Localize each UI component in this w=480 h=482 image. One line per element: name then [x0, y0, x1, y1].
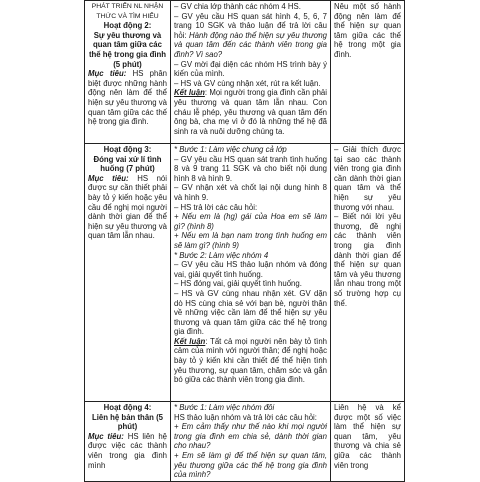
procedure-line: – HS đóng vai, giải quyết tình huống.: [174, 279, 302, 289]
question-item: + Em cảm thấy như thế nào khi mọi người trong gia đình em chia sẻ, dành thời gian cho nhau?: [174, 422, 327, 451]
procedure-cell: [171, 402, 331, 482]
procedure-line: – HS và GV cùng nhau nhận xét. GV dặn dò HS cùng chia sẻ với bạn bè, người thân về những việc cần làm để thể hiện sự yêu thương và quan tâm giữa các thế hệ trong gia đình.: [174, 288, 327, 337]
objective: [88, 432, 167, 470]
section-heading: PHÁT TRIỂN NL NHẬN THỨC VÀ TÌM HIỂU: [91, 3, 164, 20]
procedure-line: – GV nhận xét và chốt lại nội dung hình 8 và hình 9.: [174, 183, 327, 202]
objective-label: Mục tiêu:: [88, 69, 127, 79]
lesson-plan-table: [84, 0, 405, 482]
objective: [88, 69, 167, 127]
procedure-line: – HS và GV cùng nhận xét, rút ra kết luận.: [174, 78, 321, 88]
expected-outcome-cell: Nêu một số hành động nên làm để thể hiện sự quan tâm giữa các thế hệ trong một gia đình.: [331, 1, 405, 144]
procedure-line: – GV yêu cầu HS thảo luận nhóm và đóng vai, giải quyết tình huống.: [174, 260, 327, 279]
activity-title: Hoạt động 3:: [103, 145, 152, 154]
procedure-cell: [171, 144, 331, 402]
conclusion-label: Kết luận: [174, 336, 206, 346]
procedure-line: – GV mời đại diện các nhóm HS trình bày ý kiến của mình.: [174, 59, 327, 79]
expected-outcome-cell: Liên hệ và kể được một số việc làm thể hiện sự quan tâm, yêu thương và chia sẻ giữa các thành viên trong: [331, 402, 405, 482]
procedure-line: HS thảo luận nhóm và trả lời các câu hỏi:: [174, 412, 317, 422]
procedure-question: Hành động nào thể hiện sự yêu thương và quan tâm đến các thành viên trong gia đình? Vì sao?: [174, 30, 327, 59]
table-row: [85, 144, 405, 402]
activity-subtitle: Sự yêu thương và quan tâm giữa các thế hệ trong gia đình (5 phút): [88, 30, 167, 69]
procedure-line: [174, 12, 327, 60]
activity-title: Hoạt động 4:: [103, 403, 152, 412]
question-item: + Em sẽ làm gì để thể hiện sự quan tâm, yêu thương giữa các thế hệ trong gia đình của mình?: [174, 450, 327, 480]
step-heading: * Bước 1: Làm việc chung cả lớp: [174, 145, 287, 154]
activity-title: Hoạt động 2:: [103, 21, 152, 31]
step-heading: * Bước 1: Làm việc nhóm đôi: [174, 403, 275, 412]
procedure-cell: [171, 1, 331, 144]
activity-subtitle: Đóng vai xử lí tình huống (7 phút): [93, 154, 162, 174]
objective-label: Mục tiêu:: [88, 173, 129, 183]
activity-cell: [85, 1, 171, 144]
expected-outcome-cell: – Giải thích được tại sao các thành viên trong gia đình cần dành thời gian quan tâm và thể hiện sự yêu thương với nhau. – Biết nói lời yêu thương, đề nghị các thành viên trong gia đình dành thời gian để thể hiện sự quan tâm và yêu thương lẫn nhau trong một số trường hợp cụ thể.: [331, 144, 405, 402]
objective-text: HS liên hệ được việc các thành viên trong gia đình mình: [88, 431, 168, 470]
procedure-text: – GV yêu cầu HS quan sát hình 4, 5, 6, 7 trang 10 SGK và thảo luận để trả lời câu hỏi:: [174, 11, 327, 40]
table-row: [85, 1, 405, 144]
conclusion-text: : Tất cả mọi người nên bày tỏ tình cảm của mình với người thân; để nghị hoặc bày tỏ ý kiến khi cần thiết để thể hiện tình yêu thương, sự quan tâm, chăm sóc và gắn bó giữa các thành viên trong gia đình.: [174, 336, 327, 385]
procedure-line: – HS trả lời các câu hỏi:: [174, 202, 258, 212]
question-item: + Nếu em là (hg) gái của Hoa em sẽ làm gì? (hình 8): [174, 212, 327, 231]
conclusion-label: Kết luận: [174, 88, 205, 98]
procedure-line: – GV chia lớp thành các nhóm 4 HS.: [174, 2, 301, 11]
objective-text: HS nói được sự cần thiết phải bày tỏ ý kiến hoặc yêu cầu để nghị mọi người dành thời gian để thể hiện sự yêu thương và quan tâm lẫn nhau.: [88, 173, 167, 241]
activity-subtitle: Liên hệ bản thân (5 phút): [91, 412, 164, 432]
step-heading: * Bước 2: Làm việc nhóm 4: [174, 250, 269, 260]
activity-cell: [85, 402, 171, 482]
objective-label: Mục tiêu:: [88, 431, 124, 441]
procedure-line: – GV yêu cầu HS quan sát tranh tình huống 8 và 9 trang 11 SGK và cho biết nội dung hình 8 và hình 9.: [174, 154, 327, 183]
activity-cell: [85, 144, 171, 402]
table-row: [85, 402, 405, 482]
objective-text: HS phân biệt được những hành động nên làm để thể hiện sự yêu thương và quan tâm giữa các thế hệ trong gia đình.: [88, 69, 167, 127]
conclusion-text: : Mọi người trong gia đình cần phải yêu thương và quan tâm lẫn nhau. Con cháu lễ phép, yêu thương và quan tâm đến ông bà, cha mẹ vì ở đó là những thế hệ đã sinh ra và nuôi dưỡng chúng ta.: [174, 88, 327, 136]
question-item: + Nếu em là bạn nam trong tình huống em sẽ làm gì? (hình 9): [174, 231, 327, 250]
conclusion: [174, 337, 327, 385]
conclusion: [174, 88, 327, 136]
objective: [88, 174, 167, 241]
